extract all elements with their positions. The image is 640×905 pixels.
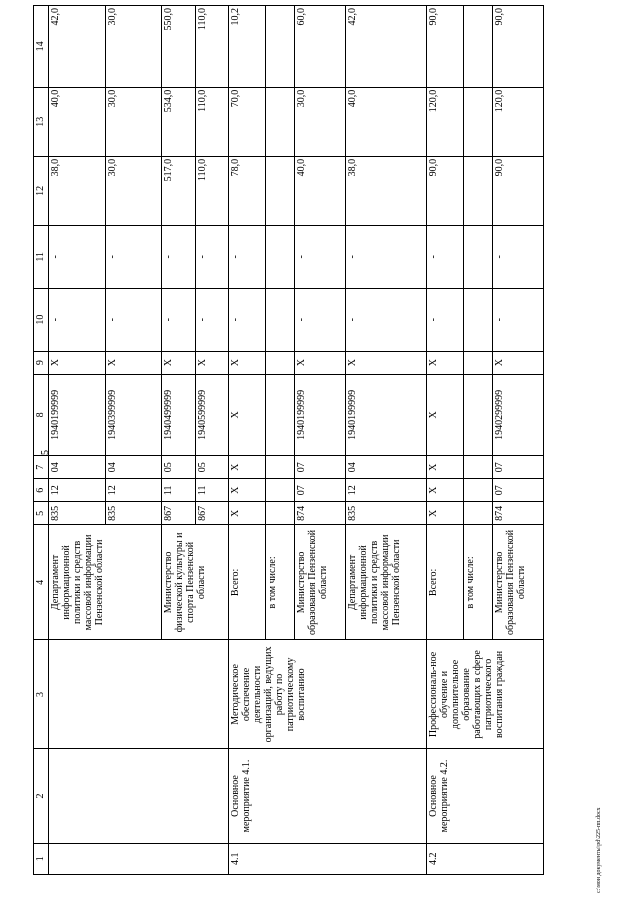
executor-cell: Всего: [427, 525, 464, 640]
header-row [34, 6, 49, 875]
program-cell [49, 749, 229, 843]
grbs-cell: X [427, 502, 464, 525]
program-cell: Основное мероприятие 4.1. [229, 749, 427, 843]
pr-cell [266, 456, 295, 479]
csr-cell: 1940499999 [162, 374, 196, 456]
col12-cell: 90,0 [427, 156, 464, 225]
col11-cell: - [295, 225, 346, 288]
rz-cell: 12 [105, 479, 162, 502]
header-cell: 7 [34, 456, 49, 479]
vr-cell: X [162, 351, 196, 374]
col10-cell: - [493, 288, 544, 351]
vr-cell: X [195, 351, 229, 374]
col12-cell: 38,0 [49, 156, 106, 225]
col14-cell: 110,0 [195, 6, 229, 88]
rz-cell: 11 [162, 479, 196, 502]
col14-cell: 42,0 [49, 6, 106, 88]
page-number: 5 [40, 450, 51, 455]
col12-cell: 90,0 [493, 156, 544, 225]
col10-cell: - [295, 288, 346, 351]
rz-cell: 12 [346, 479, 427, 502]
col14-cell: 90,0 [427, 6, 464, 88]
header-cell: 1 [34, 843, 49, 874]
header-cell: 12 [34, 156, 49, 225]
grbs-cell: X [229, 502, 266, 525]
grbs-cell: 867 [195, 502, 229, 525]
header-cell: 14 [34, 6, 49, 88]
executor-cell: Департамент информационной политики и средств массовой информации Пензенской области [49, 525, 162, 640]
col13-cell: 30,0 [295, 87, 346, 156]
file-path-footer: c:\мои документы\pd\225-пп.docx [596, 807, 602, 893]
vr-cell: X [49, 351, 106, 374]
number-cell: 4.2 [427, 843, 544, 874]
csr-cell: 1940599999 [195, 374, 229, 456]
vr-cell: X [346, 351, 427, 374]
col12-cell [266, 156, 295, 225]
executor-cell: Департамент информационной политики и средств массовой информации Пензенской области [346, 525, 427, 640]
pr-cell: 07 [493, 456, 544, 479]
csr-cell: 1940199999 [49, 374, 106, 456]
col13-cell: 40,0 [49, 87, 106, 156]
pr-cell [464, 456, 493, 479]
col10-cell [266, 288, 295, 351]
col13-cell [464, 87, 493, 156]
budget-table [33, 5, 544, 875]
csr-cell: 1940299999 [493, 374, 544, 456]
col10-cell: - [105, 288, 162, 351]
executor-cell: Министерство образования Пензенской области [295, 525, 346, 640]
col14-cell: 42,0 [346, 6, 427, 88]
pr-cell: 04 [346, 456, 427, 479]
pr-cell: X [229, 456, 266, 479]
table-row [229, 6, 266, 875]
pr-cell: 04 [105, 456, 162, 479]
header-cell: 5 [34, 502, 49, 525]
description-cell: Профессиональ-ное обучение и дополнительное образование работающих в сфере патриотического воспитания граждан [427, 640, 544, 749]
col11-cell: - [195, 225, 229, 288]
csr-cell: X [229, 374, 266, 456]
col11-cell: - [49, 225, 106, 288]
col12-cell: 78,0 [229, 156, 266, 225]
grbs-cell: 835 [49, 502, 106, 525]
col12-cell: 40,0 [295, 156, 346, 225]
vr-cell [464, 351, 493, 374]
vr-cell: X [427, 351, 464, 374]
col11-cell: - [162, 225, 196, 288]
col11-cell: - [493, 225, 544, 288]
col14-cell: 550,0 [162, 6, 196, 88]
col13-cell: 30,0 [105, 87, 162, 156]
pr-cell: 07 [295, 456, 346, 479]
col10-cell: - [427, 288, 464, 351]
rz-cell: 11 [195, 479, 229, 502]
description-cell: Методическое обеспечение деятельности организаций, ведущих работу по патриотическому воспитанию [229, 640, 427, 749]
header-cell: 13 [34, 87, 49, 156]
col13-cell: 120,0 [427, 87, 464, 156]
header-cell: 3 [34, 640, 49, 749]
col13-cell: 120,0 [493, 87, 544, 156]
csr-cell: 1940199999 [346, 374, 427, 456]
col14-cell [464, 6, 493, 88]
header-cell: 4 [34, 525, 49, 640]
col14-cell: 10,2 [229, 6, 266, 88]
rz-cell: 07 [295, 479, 346, 502]
grbs-cell: 835 [346, 502, 427, 525]
rz-cell [266, 479, 295, 502]
csr-cell [266, 374, 295, 456]
pr-cell: 05 [195, 456, 229, 479]
csr-cell [464, 374, 493, 456]
executor-cell: Министерство физической культуры и спорта Пензенской области [162, 525, 229, 640]
rz-cell: 07 [493, 479, 544, 502]
executor-cell: в том числе: [266, 525, 295, 640]
description-cell [49, 640, 229, 749]
table-row [49, 6, 106, 875]
csr-cell: 1940199999 [295, 374, 346, 456]
col10-cell [464, 288, 493, 351]
header-cell: 8 [34, 374, 49, 456]
col13-cell [266, 87, 295, 156]
col13-cell: 534,0 [162, 87, 196, 156]
col10-cell: - [49, 288, 106, 351]
executor-cell: в том числе: [464, 525, 493, 640]
pr-cell: X [427, 456, 464, 479]
col10-cell: - [162, 288, 196, 351]
col12-cell [464, 156, 493, 225]
pr-cell: 04 [49, 456, 106, 479]
grbs-cell [266, 502, 295, 525]
number-cell: 4.1 [229, 843, 427, 874]
header-cell: 11 [34, 225, 49, 288]
col12-cell: 38,0 [346, 156, 427, 225]
header-cell: 6 [34, 479, 49, 502]
col14-cell [266, 6, 295, 88]
col10-cell: - [229, 288, 266, 351]
vr-cell: X [105, 351, 162, 374]
number-cell [49, 843, 229, 874]
rz-cell: X [427, 479, 464, 502]
grbs-cell [464, 502, 493, 525]
csr-cell: X [427, 374, 464, 456]
grbs-cell: 874 [295, 502, 346, 525]
executor-cell: Всего: [229, 525, 266, 640]
table-row [427, 6, 464, 875]
header-cell: 10 [34, 288, 49, 351]
col14-cell: 30,0 [105, 6, 162, 88]
grbs-cell: 835 [105, 502, 162, 525]
vr-cell: X [493, 351, 544, 374]
col10-cell: - [346, 288, 427, 351]
col12-cell: 110,0 [195, 156, 229, 225]
rz-cell: 12 [49, 479, 106, 502]
pr-cell: 05 [162, 456, 196, 479]
col11-cell: - [346, 225, 427, 288]
col13-cell: 40,0 [346, 87, 427, 156]
rz-cell [464, 479, 493, 502]
col11-cell [266, 225, 295, 288]
col14-cell: 90,0 [493, 6, 544, 88]
grbs-cell: 874 [493, 502, 544, 525]
col11-cell [464, 225, 493, 288]
executor-cell: Министерство образования Пензенской области [493, 525, 544, 640]
rz-cell: X [229, 479, 266, 502]
vr-cell: X [295, 351, 346, 374]
vr-cell: X [229, 351, 266, 374]
col11-cell: - [229, 225, 266, 288]
program-cell: Основное мероприятие 4.2. [427, 749, 544, 843]
col12-cell: 517,0 [162, 156, 196, 225]
col13-cell: 110,0 [195, 87, 229, 156]
grbs-cell: 867 [162, 502, 196, 525]
col11-cell: - [105, 225, 162, 288]
vr-cell [266, 351, 295, 374]
header-cell: 9 [34, 351, 49, 374]
csr-cell: 1940399999 [105, 374, 162, 456]
col14-cell: 60,0 [295, 6, 346, 88]
col12-cell: 30,0 [105, 156, 162, 225]
col10-cell: - [195, 288, 229, 351]
header-cell: 2 [34, 749, 49, 843]
col13-cell: 70,0 [229, 87, 266, 156]
col11-cell: - [427, 225, 464, 288]
